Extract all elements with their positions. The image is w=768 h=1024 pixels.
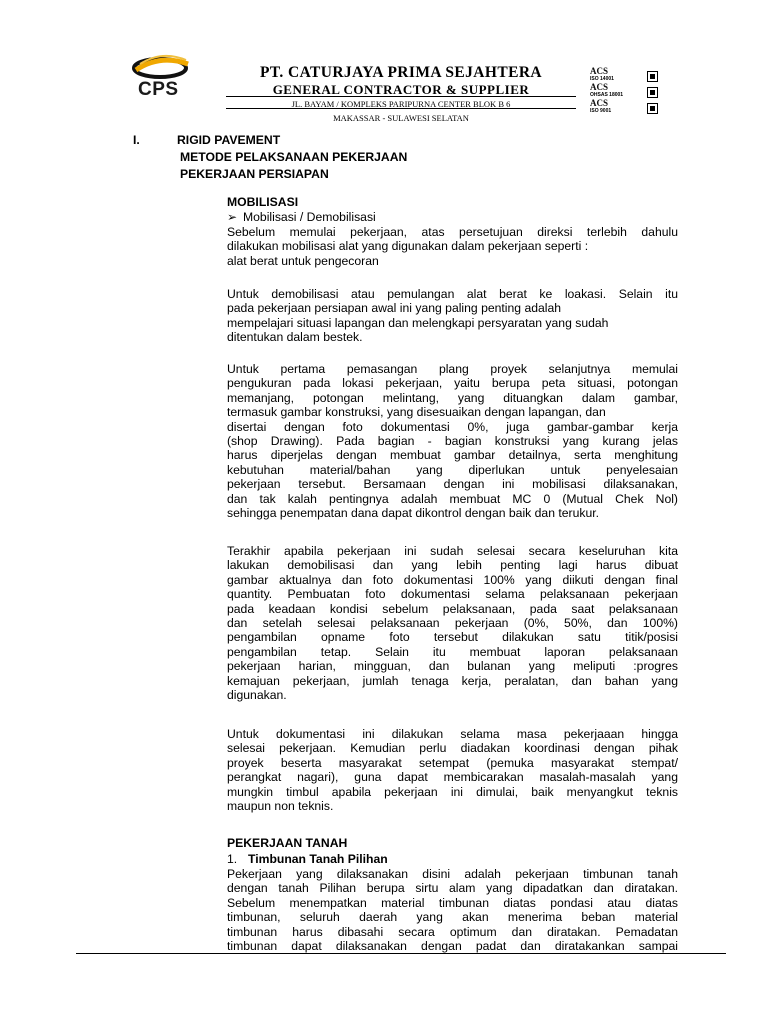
- section-subtitle: METODE PELAKSANAAN PEKERJAAN: [180, 150, 408, 164]
- paragraph-line: quantity. Pembuatan foto dokumentasi selama pelaksanaan pekerjaan: [227, 587, 678, 602]
- paragraph-line: dilakukan mobilisasi alat yang digunakan dalam pekerjaan seperti :: [227, 239, 589, 254]
- paragraph-line: disertai dengan foto dokumentasi 0%, juga gambar-gambar kerja: [227, 419, 678, 434]
- paragraph: [227, 287, 678, 345]
- page-footer-rule: [76, 953, 726, 954]
- paragraph-line: pengambilan opname foto tersebut dilakukan satu titik/posisi: [227, 630, 678, 645]
- certification-badges: [590, 67, 630, 115]
- cert-brand: ACS: [590, 66, 609, 76]
- paragraph-line: (shop Drawing). Pada bagian - bagian konstruksi yang kurang jelas: [227, 434, 678, 449]
- paragraph-line: harus diperjelas dengan membuat gambar detailnya, serta menghitung: [227, 448, 678, 463]
- bullet-marker-icon: ➢: [227, 210, 238, 224]
- cert-badge: [590, 67, 630, 83]
- cert-standard: ISO 14001: [590, 76, 614, 82]
- paragraph-line: Sebelum menempatkan material timbunan diatas pondasi atau diatas: [227, 895, 678, 910]
- paragraph-line: lakukan demobilisasi dan yang lebih penting lagi harus dibuat: [227, 558, 678, 573]
- company-header: [226, 64, 576, 123]
- logo-text: CPS: [138, 79, 179, 100]
- paragraph-line: Sebelum memulai pekerjaan, atas persetujuan direksi terlebih dahulu: [227, 225, 678, 239]
- paragraph-line: memanjang, potongan melintang, yang dituangkan dalam gambar,: [227, 390, 678, 405]
- paragraph-line: dengan tanah Pilihan berupa sirtu alam yang dipadatkan dan diratakan.: [227, 881, 678, 896]
- paragraph: [227, 544, 678, 702]
- company-address: JL. BAYAM / KOMPLEKS PARIPURNA CENTER BLOK B 6: [291, 99, 511, 109]
- cert-seal-icon: [647, 103, 658, 114]
- cert-brand: ACS: [590, 82, 609, 92]
- cert-badge: [590, 83, 630, 99]
- section-title: RIGID PAVEMENT: [177, 133, 281, 147]
- paragraph-line: pengambilan tetap. Selain itu membuat laporan pelaksanaan: [227, 644, 678, 659]
- paragraph-line: Untuk demobilisasi atau pemulangan alat berat ke loakasi. Selain itu: [227, 287, 678, 301]
- paragraph: [227, 225, 678, 268]
- section-subtitle: PEKERJAAN PERSIAPAN: [180, 167, 329, 181]
- paragraph-line: selesai pekerjaan. Kemudian perlu diadakan koordinasi dengan pihak: [227, 741, 678, 756]
- cert-standard: ISO 9001: [590, 108, 612, 114]
- paragraph-line: perangkat nagari), guna dapat membicarakan masalah-masalah yang: [227, 770, 678, 785]
- paragraph-line: mungkin timbul apabila pekerjaan ini dimulai, baik menyangkut teknis: [227, 784, 678, 799]
- mobilisasi-heading: MOBILISASI: [227, 195, 299, 209]
- paragraph-line: pada keadaan kondisi sebelum pelaksanaan, pada saat pelaksanaan: [227, 601, 678, 616]
- paragraph-line: timbunan, seluruh daerah yang akan menerima beban material: [227, 910, 678, 925]
- cert-seal-icon: [647, 71, 658, 82]
- paragraph: [227, 867, 678, 953]
- paragraph-line: Untuk dokumentasi ini dilakukan selama masa pekerjaaan hingga: [227, 727, 678, 741]
- bullet-item: Mobilisasi / Demobilisasi: [243, 210, 376, 224]
- paragraph-line: Terakhir apabila pekerjaan ini sudah selesai secara keseluruhan kita: [227, 544, 678, 558]
- cert-seals: [640, 69, 664, 119]
- paragraph: [227, 727, 678, 813]
- header-divider-top: [226, 96, 576, 97]
- paragraph-line: termasuk gambar konstruksi, yang disesuaikan dengan lapangan, dan: [227, 405, 606, 420]
- paragraph-line: pengukuran pada lokasi pekerjaan, yaitu berupa peta situasi, potongan: [227, 376, 678, 391]
- paragraph-line: maupun non teknis.: [227, 799, 334, 814]
- cert-seal-icon: [647, 87, 658, 98]
- paragraph-line: pekerjaan harian, mingguan, dan bulanan yang meliputi :progres: [227, 659, 678, 674]
- paragraph-line: timbunan harus dibasahi secara optimum dan diratakan. Pemadatan: [227, 924, 678, 939]
- paragraph-line: digunakan.: [227, 688, 287, 703]
- cert-standard: OHSAS 18001: [590, 92, 624, 98]
- list-number: 1.: [227, 852, 238, 866]
- tanah-heading: PEKERJAAN TANAH: [227, 836, 348, 850]
- paragraph-line: pada pekerjaan persiapan awal ini yang paling penting adalah: [227, 301, 562, 316]
- list-item-title: Timbunan Tanah Pilihan: [248, 852, 388, 866]
- paragraph-line: Untuk pertama pemasangan plang proyek selanjutnya memulai: [227, 362, 678, 376]
- paragraph-line: kebutuhan material/bahan yang diperlukan untuk penyelesaian: [227, 462, 678, 477]
- cert-badge: [590, 99, 630, 115]
- paragraph-line: sehingga penempatan dana dapat dikontrol dengan baik dan terukur.: [227, 506, 600, 521]
- paragraph-line: gambar aktualnya dan foto dokumentasi 100% yang diikuti dengan final: [227, 572, 678, 587]
- section-number: I.: [133, 133, 140, 147]
- paragraph-line: alat berat untuk pengecoran: [227, 253, 379, 268]
- paragraph-line: proyek beserta masyarakat setempat (pemuka masyarakat stempat/: [227, 755, 678, 770]
- paragraph-line: timbunan dapat dilaksanakan dengan padat dan diratakankan sampai: [227, 939, 678, 954]
- header-divider-bottom: [226, 108, 576, 109]
- company-name: PT. CATURJAYA PRIMA SEJAHTERA: [259, 64, 543, 81]
- paragraph: [227, 362, 678, 520]
- paragraph-line: kemajuan pekerjaan, jumlah tenaga kerja, peralatan, dan bahan yang: [227, 673, 678, 688]
- paragraph-line: dan setelah selesai pelaksanaan pekerjaan (0%, 50%, dan 100%): [227, 616, 678, 631]
- paragraph-line: dan tak kalah pentingnya adalah membuat MC 0 (Mutual Chek Nol): [227, 491, 678, 506]
- cert-brand: ACS: [590, 98, 609, 108]
- paragraph-line: ditentukan dalam bestek.: [227, 330, 363, 345]
- paragraph-line: mempelajari situasi lapangan dan melengkapi persyaratan yang sudah: [227, 315, 609, 330]
- paragraph-line: Pekerjaan yang dilaksanakan disini adalah pekerjaan timbunan tanah: [227, 867, 678, 881]
- company-city: MAKASSAR - SULAWESI SELATAN: [333, 113, 469, 123]
- company-tagline: GENERAL CONTRACTOR & SUPPLIER: [272, 82, 530, 97]
- paragraph-line: pekerjaan tersebut. Bersamaan dengan ini mobilisasi dilaksanakan,: [227, 477, 678, 492]
